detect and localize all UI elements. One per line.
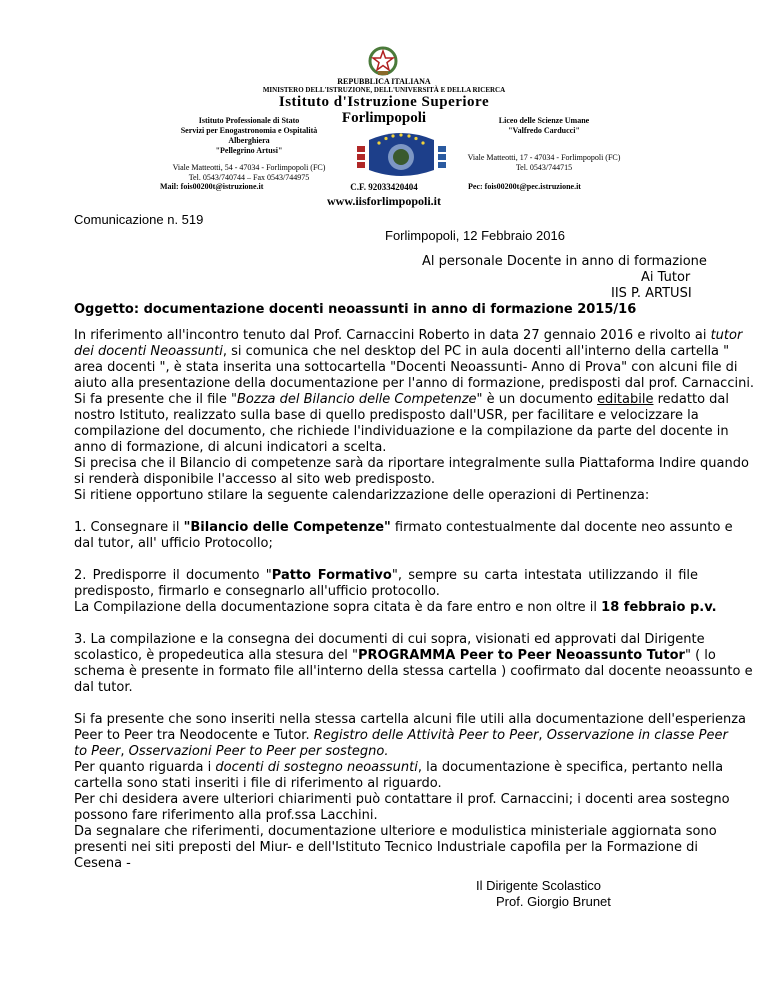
italian-republic-emblem-icon: [366, 45, 400, 77]
item-1: 1. Consegnare il "Bilancio delle Competenze" firmato contestualmente dal docente neo assunto e dal tutor, all' ufficio Protocollo;: [74, 520, 733, 551]
item-3: 3. La compilazione e la consegna dei documenti di cui sopra, visionati ed approvati dal Dirigente scolastico, è propedeutica alla stesura del "PROGRAMMA Peer to Peer Neoassunto Tutor" ( lo schema è presente in formato file all'interno della stessa cartella ) coofirmato dal docente neoassunto e dal tutor.: [74, 632, 753, 695]
right-school-type: Liceo delle Scienze Umane: [498, 116, 590, 125]
paragraph-peer-files: Si fa presente che sono inseriti nella stessa cartella alcuni file utili alla documentazione dell'esperienza Peer to Peer tra Neodocente e Tutor. Registro delle Attività Peer to Peer, Osservazione in classe Peer to Peer, Osservazioni Peer to Peer per sostegno. Per quanto riguarda i docenti di sostegno neoassunti, la documentazione è specifica, pertanto nella cartella sono stati inseriti i file di riferimento al riguardo. Per chi desidera avere ulteriori chiarimenti può contattare il prof. Carnaccini; i docenti area sostegno possono fare riferimento alla prof.ssa Lacchini. Da segnalare che riferimenti, documentazione ulteriore e modulistica ministeriale aggiornata sono presenti nei siti preposti del Miur- e dell'Istituto Tecnico Industriale capofila per la Formazione di Cesena -: [74, 712, 746, 871]
right-school-address: Viale Matteotti, 17 - 47034 - Forlimpopoli (FC): [467, 153, 621, 162]
recipient-line-1: Al personale Docente in anno di formazione: [422, 254, 707, 269]
left-school-address: Viale Matteotti, 54 - 47034 - Forlimpopoli (FC): [172, 163, 326, 172]
recipient-line-3: IIS P. ARTUSI: [611, 286, 692, 301]
ministry-label: MINISTERO DELL'ISTRUZIONE, DELL'UNIVERSITÀ E DELLA RICERCA: [262, 86, 506, 94]
paragraph-schedule-intro: Si ritiene opportuno stilare la seguente calendarizzazione delle operazioni di Pertinenza:: [74, 488, 650, 503]
school-pec: Pec: fois00200t@pec.istruzione.it: [468, 182, 581, 191]
subject-line: Oggetto: documentazione docenti neoassunti in anno di formazione 2015/16: [74, 302, 637, 317]
right-school-block: [456, 116, 632, 173]
left-school-type: Istituto Professionale di Stato: [198, 116, 300, 125]
right-school-name: "Valfredo Carducci": [508, 126, 580, 135]
right-school-phone: Tel. 0543/744715: [515, 163, 573, 172]
left-school-block: [160, 116, 338, 183]
paragraph-intro: In riferimento all'incontro tenuto dal Prof. Carnaccini Roberto in data 27 gennaio 2016 e rivolto ai tutor dei docenti Neoassunti, si comunica che nel desktop del PC in aula docenti all'interno della cartella " area docenti ", è stata inserita una sottocartella "Docenti Neoassunti- Anno di Prova" con alcuni file di aiuto alla presentazione della documentazione per l'anno di formazione, predisposti dal prof. Carnaccini. Si fa presente che il file "Bozza del Bilancio delle Competenze" è un documento editabile redatto dal nostro Istituto, realizzato sulla base di quello predisposto dall'USR, per facilitare e velocizzare la compilazione del documento, che richiede l'individuazione e la compilazione da parte del docente in anno di formazione, di alcuni indicatori a scelta. Si precisa che il Bilancio di competenze sarà da riportare integralmente sulla Piattaforma Indire quando si renderà disponibile l'accesso al sito web predisposto.: [74, 328, 755, 487]
institute-name: Istituto d'Istruzione Superiore: [278, 94, 490, 110]
left-school-service: Servizi per Enogastronomia e Ospitalità Alberghiera: [180, 126, 318, 145]
place-date: Forlimpopoli, 12 Febbraio 2016: [385, 228, 565, 243]
item-2: 2. Predisporre il documento "Patto Formativo", sempre su carta intestata utilizzando il file predisposto, firmarlo e consegnarlo all'ufficio protocollo. La Compilazione della documentazione sopra citata è da fare entro e non oltre il 18 febbraio p.v.: [74, 568, 717, 615]
letterhead: [0, 0, 768, 215]
school-email: Mail: fois00200t@istruzione.it: [160, 182, 264, 191]
memo-number: Comunicazione n. 519: [74, 212, 204, 227]
signature-role: Il Dirigente Scolastico: [476, 878, 601, 893]
left-school-phone: Tel. 0543/740744 – Fax 0543/744975: [188, 173, 310, 182]
institute-town: Forlimpopoli: [341, 110, 427, 126]
signature-name: Prof. Giorgio Brunet: [496, 894, 611, 909]
tax-code: C.F. 92033420404: [350, 182, 418, 192]
left-school-name: "Pellegrino Artusi": [215, 146, 283, 155]
republic-label: REPUBBLICA ITALIANA: [337, 77, 431, 86]
school-crest-icon: [355, 130, 448, 180]
school-website: www.iisforlimpopoli.it: [326, 194, 441, 208]
recipient-line-2: Ai Tutor: [641, 270, 691, 285]
